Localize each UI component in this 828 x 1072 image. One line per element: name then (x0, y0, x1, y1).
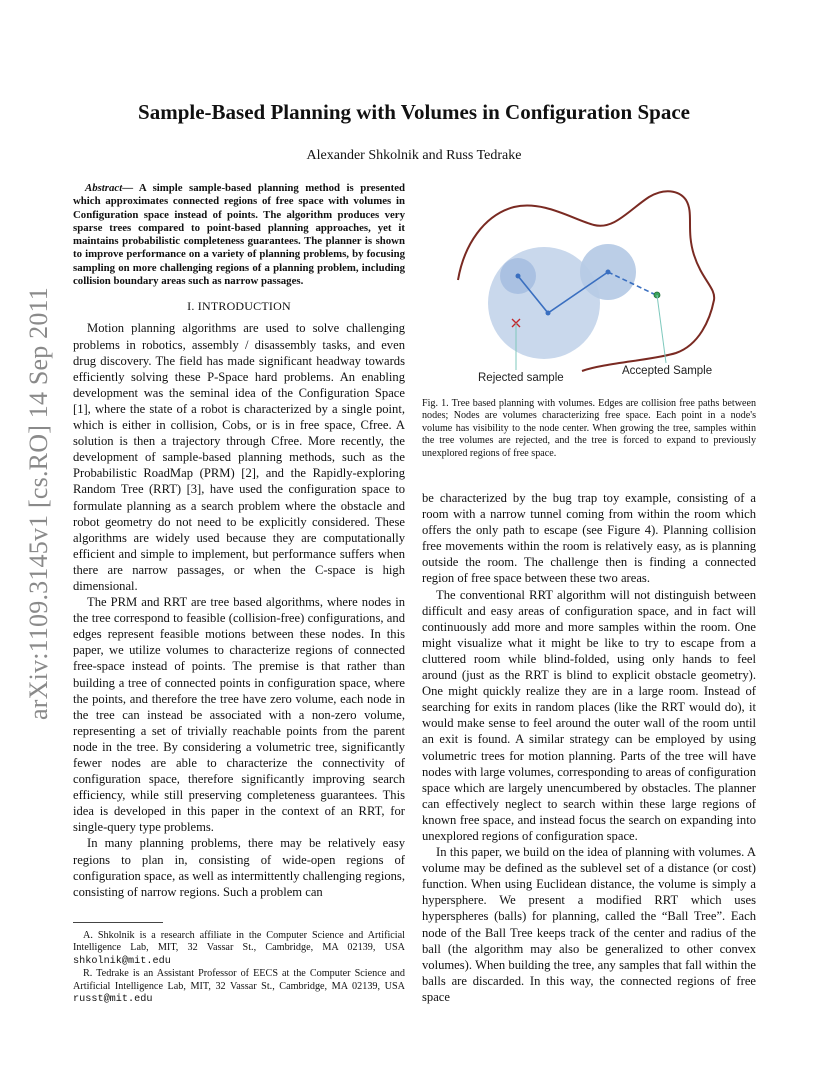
footnotes (73, 930, 405, 1006)
footnote-1-email[interactable]: shkolnik@mit.edu (73, 955, 171, 967)
footnote-2-text: R. Tedrake is an Assistant Professor of EECS at the Computer Science and Artificial Intelligence Lab, MIT, 32 Vassar St., Cambridge, MA 02139, USA (73, 968, 405, 992)
footnote-rule (73, 922, 163, 923)
intro-paragraph-6: In this paper, we build on the idea of planning with volumes. A volume may be defined as the sublevel set of a distance (or cost) function. When using Euclidean distance, the volume is simply a hypersphere. We present a modified RRT which uses hyperspheres (balls) for planning, called the “Ball Tree”. Each node of the Ball Tree keeps track of the center and radius of the ball (the algorithm may also be generalized to other convex volumes). When building the tree, any samples that fall within the balls are discarded. In this way, the connected regions of free space (422, 845, 756, 1004)
abstract (73, 182, 405, 288)
accepted-pointer-line (657, 295, 666, 363)
node-center (516, 274, 521, 279)
node-center (606, 270, 611, 275)
right-column (422, 490, 756, 1005)
footnote-1 (73, 930, 405, 968)
footnote-2 (73, 968, 405, 1006)
node-center (546, 311, 551, 316)
arxiv-identifier: arXiv:1109.3145v1 [cs.RO] 14 Sep 2011 (24, 287, 53, 720)
abstract-label: Abstract (85, 182, 123, 194)
footnote-1-text: A. Shkolnik is a research affiliate in the Computer Science and Artificial Intelligence Lab, MIT, 32 Vassar St., Cambridge, MA 02139, USA (73, 930, 405, 954)
figure-1-graphic (454, 185, 766, 385)
footnote-2-email[interactable]: russt@mit.edu (73, 994, 153, 1006)
intro-paragraph-5: The conventional RRT algorithm will not distinguish between difficult and easy areas of configuration space, and in fact will continuously add more and more samples within the room. One might visualize what it might be like to try to escape from a cluttered room while blind-folded, using only hands to feel around (just as the RRT is blind to explicit obstacle geometry). One might quickly realize they are in a large room. Instead of searching for exits in random places (like the RRT would do), it would make sense to feel around the outer wall of the room until an exit is found. A similar strategy can be employed by using volumetric trees for motion planning. Parts of the tree will have nodes with large volumes, corresponding to areas of configuration space which are largely unencumbered by obstacles. The planner can effectively neglect to search within these large regions of known free space, and instead focus the search on expanding into unexplored regions of configuration space. (422, 587, 756, 843)
figure-1-caption: Fig. 1. Tree based planning with volumes. Edges are collision free paths between nodes; Nodes are volumes characterizing free space. Each point in a node's volume has visibility to the node center. When growing the tree, samples within the tree volumes are rejected, and the tree is forced to expand to previously unexplored regions of free space. (422, 398, 756, 459)
section-heading: I. INTRODUCTION (187, 299, 291, 314)
intro-paragraph-1: Motion planning algorithms are used to solve challenging problems in robotics, assembly / disassembly tasks, and even drug discovery. The field has made significant headway towards efficiently solving these P-Space hard problems. An enabling development was the seminal idea of the Configuration Space [1], where the state of a robot is characterized by a single point, which is either in collision, Cobs, or is in free space, Cfree. A solution is then a trajectory through Cfree. More recently, the development of sample-based planning methods, such as the Probabilistic RoadMap (PRM) [2], and the Rapidly-exploring Random Tree (RRT) [3], have used the configuration space to formulate planning as a search problem where the obstacle and robot geometry do not need to be explicitly considered. These algorithms are widely used because they are computationally efficient and simple to implement, but performance suffers when there are narrow passages, or when the C-space is high dimensional. (73, 321, 405, 593)
accepted-sample-label: Accepted Sample (622, 365, 713, 377)
arxiv-stamp (0, 287, 53, 720)
intro-paragraph-2: The PRM and RRT are tree based algorithms, where nodes in the tree correspond to feasible (collision-free) configurations, and edges represent feasible motions between these nodes. In this paper, we utilize volumes to characterize regions of connected free-space instead of points. The premise is that rather than building a tree of connected points in configuration space, where the points, and therefore the tree have zero volume, each node in the tree can instead be associated with a non-zero volume, representing a set of trivially reachable points from the parent node in the tree. By considering a volumetric tree, significantly fewer nodes are able to characterize the connectivity of configuration space, therefore significantly improving search efficiency, while still preserving completeness guarantees. This idea is developed in this paper in the context of an RRT, for single-query type problems. (73, 595, 405, 835)
paper-authors: Alexander Shkolnik and Russ Tedrake (306, 148, 522, 163)
intro-paragraph-4: be characterized by the bug trap toy example, consisting of a room with a narrow tunnel coming from within the room which offers the only path to escape (see Figure 4). Planning collision free movements within the room is relatively easy, as is planning outside the room. The challenge then is finding a connected region of free space between these two areas. (422, 491, 756, 586)
rejected-sample-label: Rejected sample (478, 372, 564, 384)
paper-title: Sample-Based Planning with Volumes in Configuration Space (138, 100, 690, 124)
left-column (73, 182, 405, 900)
intro-paragraph-3: In many planning problems, there may be relatively easy regions to plan in, consisting of wide-open regions of configuration space, as well as intermittently challenging regions, consisting of narrow regions. Such a problem can (73, 836, 405, 899)
figure-1 (454, 185, 766, 385)
abstract-text: — A simple sample-based planning method is presented which approximates connected regions of free space with volumes in Configuration space instead of points. The algorithm produces very sparse trees compared to point-based planning approaches, yet it maintains probabilistic completeness guarantees. The planner is shown to improve performance on a variety of planning problems, by focusing sampling on more challenging regions of a planning problem, including collision boundary areas such as narrow passages. (73, 182, 405, 288)
